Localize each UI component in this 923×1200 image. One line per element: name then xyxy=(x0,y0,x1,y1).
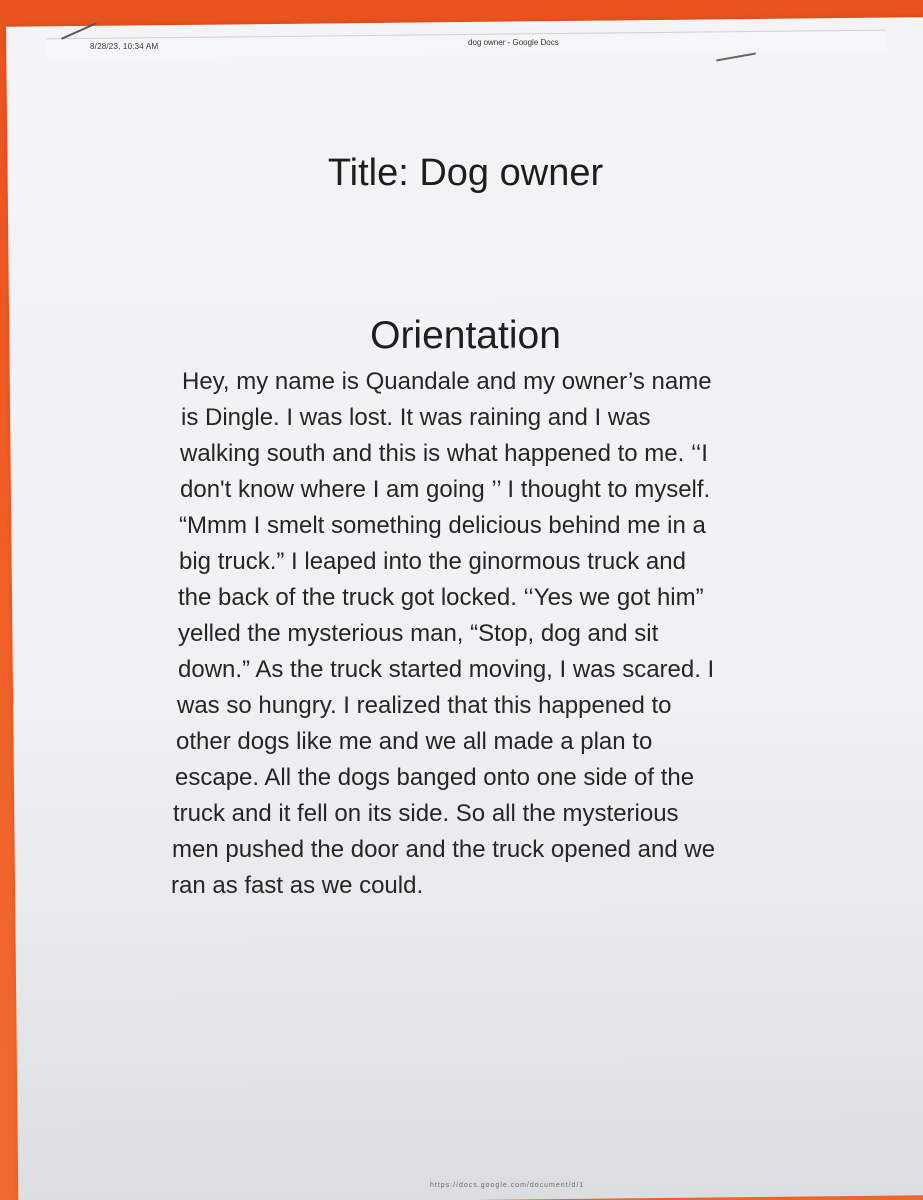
paragraph-line: down.” As the truck started moving, I was scared. I xyxy=(178,656,715,683)
story-paragraph xyxy=(171,364,836,904)
paragraph-line: walking south and this is what happened to me. ‘‘I xyxy=(180,440,708,467)
paragraph-line: Hey, my name is Quandale and my owner’s name xyxy=(182,368,712,395)
print-date: 8/28/23, 10:34 AM xyxy=(90,42,159,51)
paragraph-line: other dogs like me and we all made a plan to xyxy=(176,728,653,755)
paragraph-line: the back of the truck got locked. ‘‘Yes we got him” xyxy=(178,584,704,611)
paragraph-line: don't know where I am going ’’ I thought to myself. xyxy=(180,476,711,503)
paper-edge xyxy=(46,30,886,60)
paragraph-line: escape. All the dogs banged onto one side of the xyxy=(175,764,695,791)
paragraph-line: was so hungry. I realized that this happened to xyxy=(177,692,672,719)
paragraph-line: yelled the mysterious man, “Stop, dog and sit xyxy=(178,620,659,647)
paragraph-line: truck and it fell on its side. So all the mysterious xyxy=(173,800,679,827)
print-doc-title: dog owner - Google Docs xyxy=(468,38,559,47)
paragraph-line: ran as fast as we could. xyxy=(171,872,424,899)
paragraph-line: big truck.” I leaped into the ginormous truck and xyxy=(179,548,686,575)
document-title: Title: Dog owner xyxy=(327,152,604,194)
section-heading: Orientation xyxy=(370,314,561,357)
paragraph-line: men pushed the door and the truck opened and we xyxy=(172,836,716,863)
paragraph-line: is Dingle. I was lost. It was raining and I was xyxy=(181,404,651,431)
print-footer-url: https://docs.google.com/document/d/1 xyxy=(430,1182,585,1189)
paragraph-line: “Mmm I smelt something delicious behind me in a xyxy=(179,512,706,539)
